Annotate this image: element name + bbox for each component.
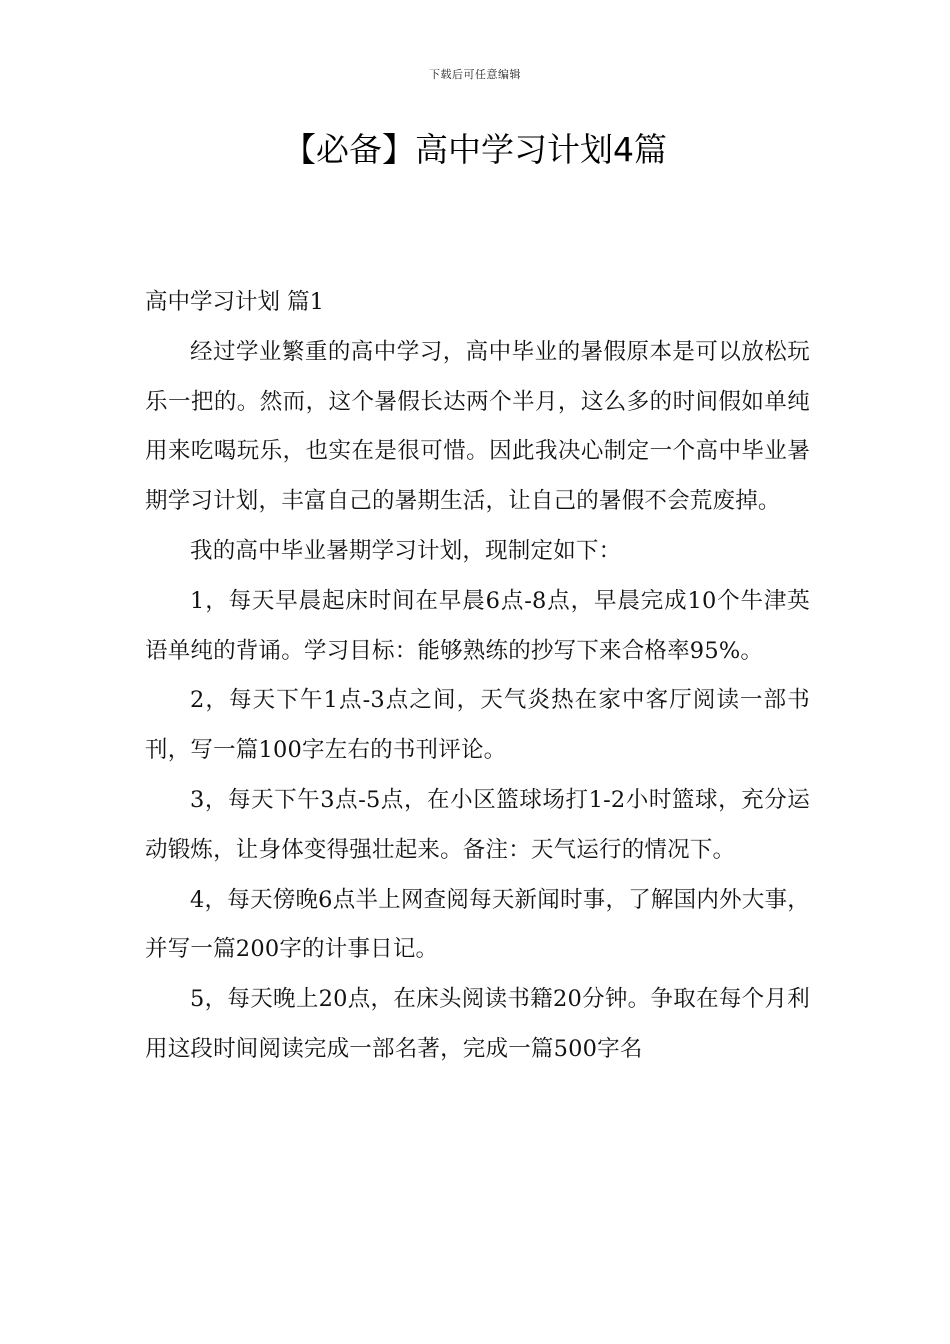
- paragraph-plan-lead: 我的高中毕业暑期学习计划，现制定如下：: [190, 537, 622, 564]
- document-title: 【必备】高中学习计划4篇: [283, 130, 667, 169]
- header-note: 下载后可任意编辑: [429, 68, 521, 81]
- paragraph-item-1: 1，每天早晨起床时间在早晨6点-8点，早晨完成10个牛津英语单纯的背诵。学习目标：能够熟练的抄写下来合格率95%。: [145, 587, 810, 664]
- paragraph-item-3: 3，每天下午3点-5点，在小区篮球场打1-2小时篮球，充分运动锻炼，让身体变得强壮起来。备注：天气运行的情况下。: [145, 786, 810, 863]
- paragraph-item-5: 5，每天晚上20点，在床头阅读书籍20分钟。争取在每个月利用这段时间阅读完成一部名著，完成一篇500字名: [145, 986, 810, 1062]
- paragraph-intro: 经过学业繁重的高中学习，高中毕业的暑假原本是可以放松玩乐一把的。然而，这个暑假长达两个半月，这么多的时间假如单纯用来吃喝玩乐，也实在是很可惜。因此我决心制定一个高中毕业暑期学习计划，丰富自己的暑期生活，让自己的暑假不会荒废掉。: [145, 338, 810, 515]
- paragraph-item-2: 2，每天下午1点-3点之间，天气炎热在家中客厅阅读一部书刊，写一篇100字左右的书刊评论。: [145, 687, 810, 764]
- section-heading: 高中学习计划 篇1: [145, 289, 324, 315]
- paragraph-item-4: 4，每天傍晚6点半上网查阅每天新闻时事，了解国内外大事，并写一篇200字的计事日记。: [145, 886, 810, 963]
- document-body: [145, 278, 810, 1075]
